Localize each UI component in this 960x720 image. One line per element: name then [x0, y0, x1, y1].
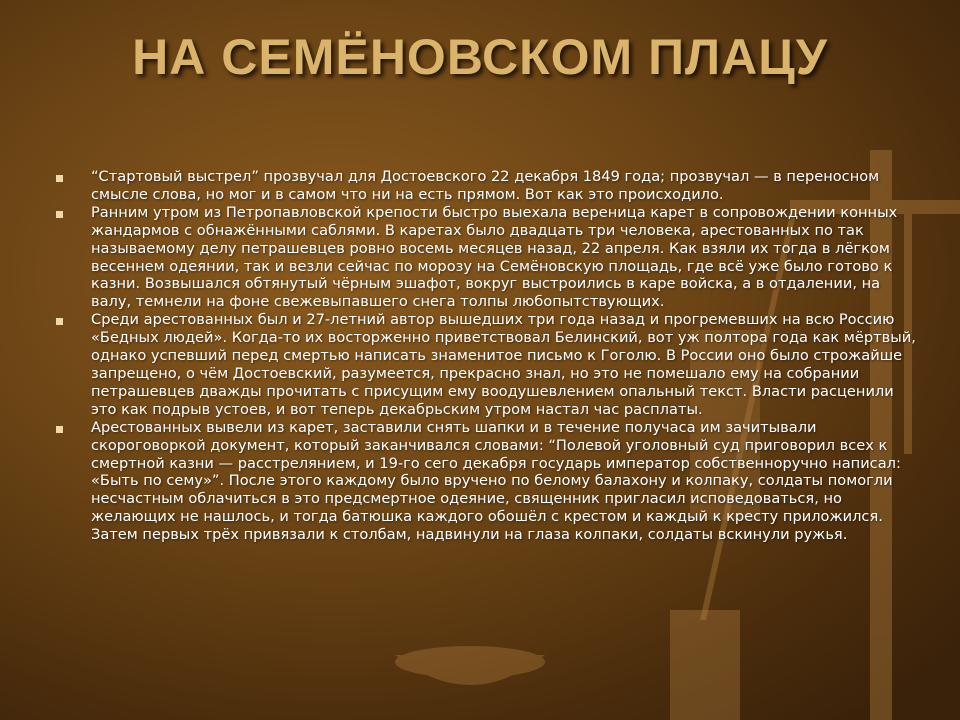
paragraph-text: Среди арестованных был и 27-летний автор вышедших три года назад и прогремевших на всю Россию «Бедных людей». Когда-то их восторженно приветствовал Белинский, вот уж полтора года как мёртвый, однако успевший перед смертью написать знаменитое письмо к Гоголю. В России оно было строжайше запрещено, о чём Достоевский, разумеется, прекрасно знал, но это не помешало ему на собрании петрашевцев дважды прочитать с присущим ему воодушевлением опальный текст. Власти расценили это как подрыв устоев, и вот теперь декабрьским утром настал час расплаты.	[91, 311, 916, 418]
bullet-list	[56, 168, 916, 544]
list-item	[56, 204, 916, 311]
paragraph-text: Ранним утром из Петропавловской крепости быстро выехала вереница карет в сопровождении конных жандармов с обнажёнными саблями. В каретах было двадцать три человека, арестованных по так называемому делу петрашевцев ровно восемь месяцев назад, 22 апреля. Как взяли их тогда в лёгком весеннем одеянии, так и везли сейчас по морозу на Семёновскую площадь, где всё уже было готово к казни. Возвышался обтянутый чёрным эшафот, вокруг выстроились в каре войска, а в отдалении, на валу, темнели на фоне свежевыпавшего снега толпы любопытствующих.	[91, 203, 898, 311]
paragraph-text: Арестованных вывели из карет, заставили снять шапки и в течение получаса им зачитывали скороговоркой документ, который заканчивался словами: “Полевой уголовный суд приговорил всех к смертной казни — расстрелянием, и 19-го сего декабря государь император собственноручно написал: «Быть по сему»”. После этого каждому было вручено по белому балахону и колпаку, солдаты помогли несчастным облачиться в это предсмертное одеяние, священник пригласил исповедоваться, но желающих не нашлось, и тогда батюшка каждого обошёл с крестом и каждый к кресту приложился. Затем первых трёх привязали к столбам, надвинули на глаза колпаки, солдаты вскинули ружья.	[91, 418, 901, 544]
bullet-icon	[56, 211, 63, 218]
bullet-icon	[56, 175, 63, 182]
list-item	[56, 419, 916, 544]
bullet-icon	[56, 318, 63, 325]
paragraph-text: “Стартовый выстрел” прозвучал для Достоевского 22 декабря 1849 года; прозвучал — в переносном смысле слова, но мог и в самом что ни на есть прямом. Вот как это происходило.	[91, 168, 880, 203]
bullet-icon	[56, 426, 63, 433]
slide-title: НА СЕМЁНОВСКОМ ПЛАЦУ	[132, 29, 828, 85]
list-item	[56, 311, 916, 418]
list-item	[56, 168, 916, 204]
